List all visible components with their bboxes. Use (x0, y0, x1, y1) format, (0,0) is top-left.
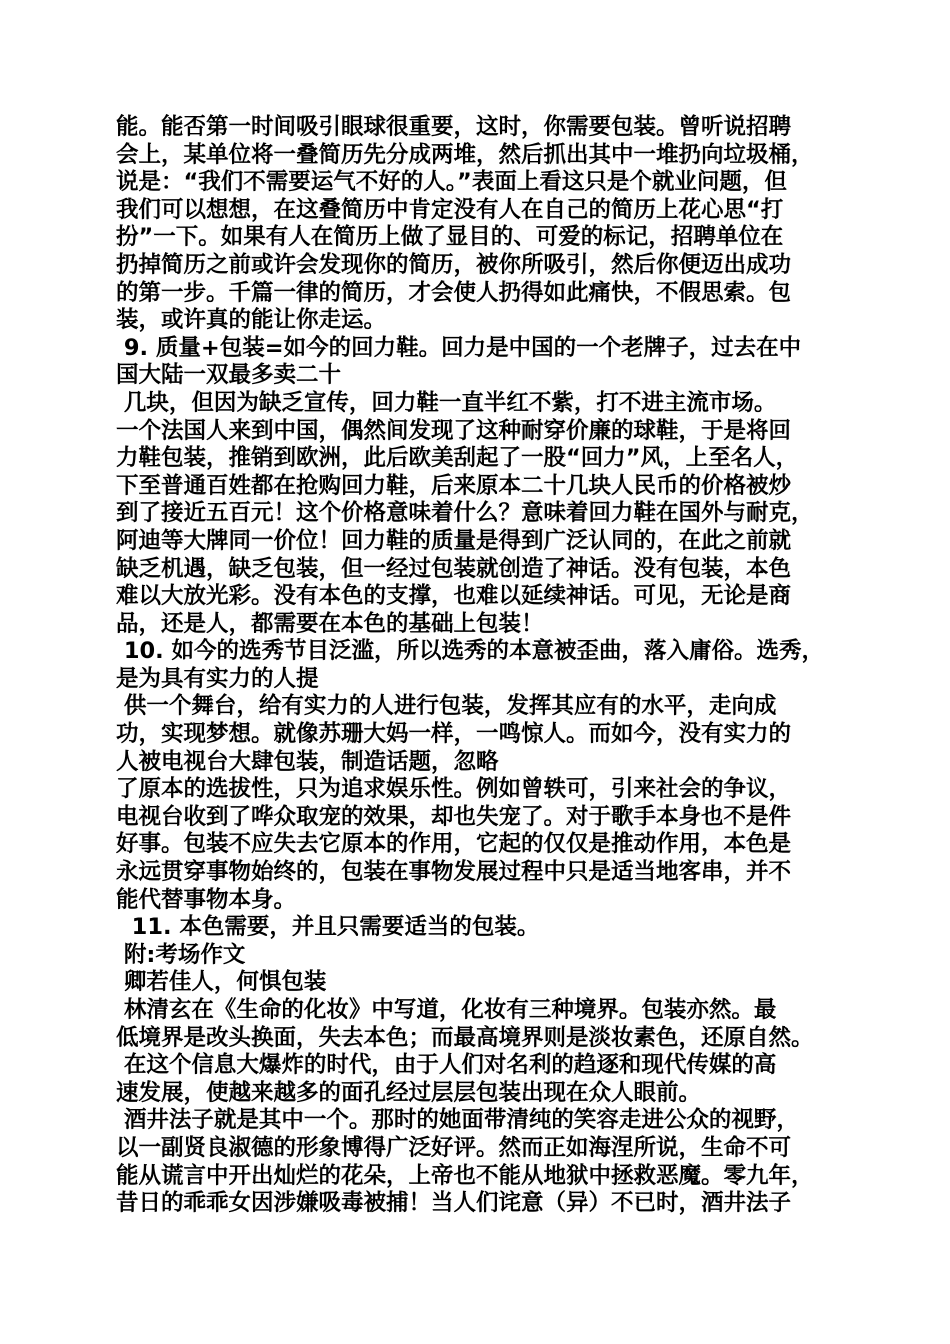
text-line: 阿迪等大牌同一价位！回力鞋的质量是得到广泛认同的，在此之前就 (116, 527, 792, 554)
text-line: 我们可以想想，在这叠简历中肯定没有人在自己的简历上花心思“打 (116, 196, 784, 223)
text-line: 昔日的乖乖女因涉嫌吸毒被捕！当人们诧意（异）不已时，酒井法子 (116, 1190, 792, 1217)
text-line: 国大陆一双最多卖二十 (116, 362, 342, 389)
text-line: 10. 如今的选秀节目泛滥，所以选秀的本意被歪曲，落入庸俗。选秀， (116, 638, 825, 665)
text-line: 速发展，使越来越多的面孔经过层层包装出现在众人眼前。 (116, 1079, 702, 1106)
text-line: 说是：“我们不需要运气不好的人。”表面上看这只是个就业问题，但 (116, 169, 787, 196)
text-line: 下至普通百姓都在抢购回力鞋，后来原本二十几块人民币的价格被炒 (116, 472, 792, 499)
text-line: 能从谎言中开出灿烂的花朵，上帝也不能从地狱中拯救恶魔。零九年， (116, 1162, 814, 1189)
text-line: 的第一步。千篇一律的简历，才会使人扔得如此痛快，不假思索。包 (116, 279, 792, 306)
text-line: 扔掉简历之前或许会发现你的简历，被你所吸引，然后你便迈出成功 (116, 251, 792, 278)
text-line: 能代替事物本身。 (116, 886, 297, 913)
text-line: 好事。包装不应失去它原本的作用，它起的仅仅是推动作用，本色是 (116, 831, 792, 858)
text-line: 到了接近五百元！这个价格意味着什么？意味着回力鞋在国外与耐克， (116, 500, 814, 527)
text-line: 是为具有实力的人提 (116, 665, 319, 692)
text-line: 品，还是人，都需要在本色的基础上包装！ (116, 610, 544, 637)
text-line: 11. 本色需要，并且只需要适当的包装。 (116, 914, 540, 941)
text-line: 永远贯穿事物始终的，包装在事物发展过程中只是适当地客串，并不 (116, 859, 792, 886)
text-line: 一个法国人来到中国，偶然间发现了这种耐穿价廉的球鞋，于是将回 (116, 417, 792, 444)
text-line: 扮”一下。如果有人在简历上做了显目的、可爱的标记，招聘单位在 (116, 224, 784, 251)
text-line: 9. 质量+包装=如今的回力鞋。回力是中国的一个老牌子，过去在中 (116, 334, 802, 361)
text-line: 低境界是改头换面，失去本色；而最高境界则是淡妆素色，还原自然。 (116, 1024, 814, 1051)
text-line: 难以大放光彩。没有本色的支撑，也难以延续神话。可见，无论是商 (116, 583, 792, 610)
text-line: 电视台收到了哗众取宠的效果，却也失宠了。对于歌手本身也不是件 (116, 803, 792, 830)
text-line: 以一副贤良淑德的形象博得广泛好评。然而正如海涅所说，生命不可 (116, 1134, 792, 1161)
text-line: 能。能否第一时间吸引眼球很重要，这时，你需要包装。曾听说招聘 (116, 114, 792, 140)
text-line: 附:考场作文 (116, 941, 246, 968)
text-line: 几块，但因为缺乏宣传，回力鞋一直半红不紫，打不进主流市场。 (116, 389, 777, 416)
text-line: 在这个信息大爆炸的时代，由于人们对名利的趋逐和现代传媒的高 (116, 1052, 777, 1079)
text-line: 会上，某单位将一叠简历先分成两堆，然后抓出其中一堆扔向垃圾桶， (116, 141, 814, 168)
text-line: 力鞋包装，推销到欧洲，此后欧美刮起了一股“回力”风，上至名人， (116, 445, 799, 472)
text-line: 林清玄在《生命的化妆》中写道，化妆有三种境界。包装亦然。最 (116, 997, 777, 1023)
text-line: 了原本的选拔性，只为追求娱乐性。例如曾轶可，引来社会的争议， (116, 776, 792, 803)
text-line: 卿若佳人，何惧包装 (116, 969, 327, 996)
text-line: 功，实现梦想。就像苏珊大妈一样，一鸣惊人。而如今，没有实力的 (116, 721, 792, 748)
text-line: 供一个舞台，给有实力的人进行包装，发挥其应有的水平，走向成 (116, 693, 777, 720)
text-line: 装，或许真的能让你走运。 (116, 307, 387, 334)
body-text (116, 114, 844, 1218)
text-line: 人被电视台大肆包装，制造话题，忽略 (116, 748, 499, 775)
text-line: 酒井法子就是其中一个。那时的她面带清纯的笑容走进公众的视野， (116, 1107, 799, 1134)
text-line: 缺乏机遇，缺乏包装，但一经过包装就创造了神话。没有包装，本色 (116, 555, 792, 582)
